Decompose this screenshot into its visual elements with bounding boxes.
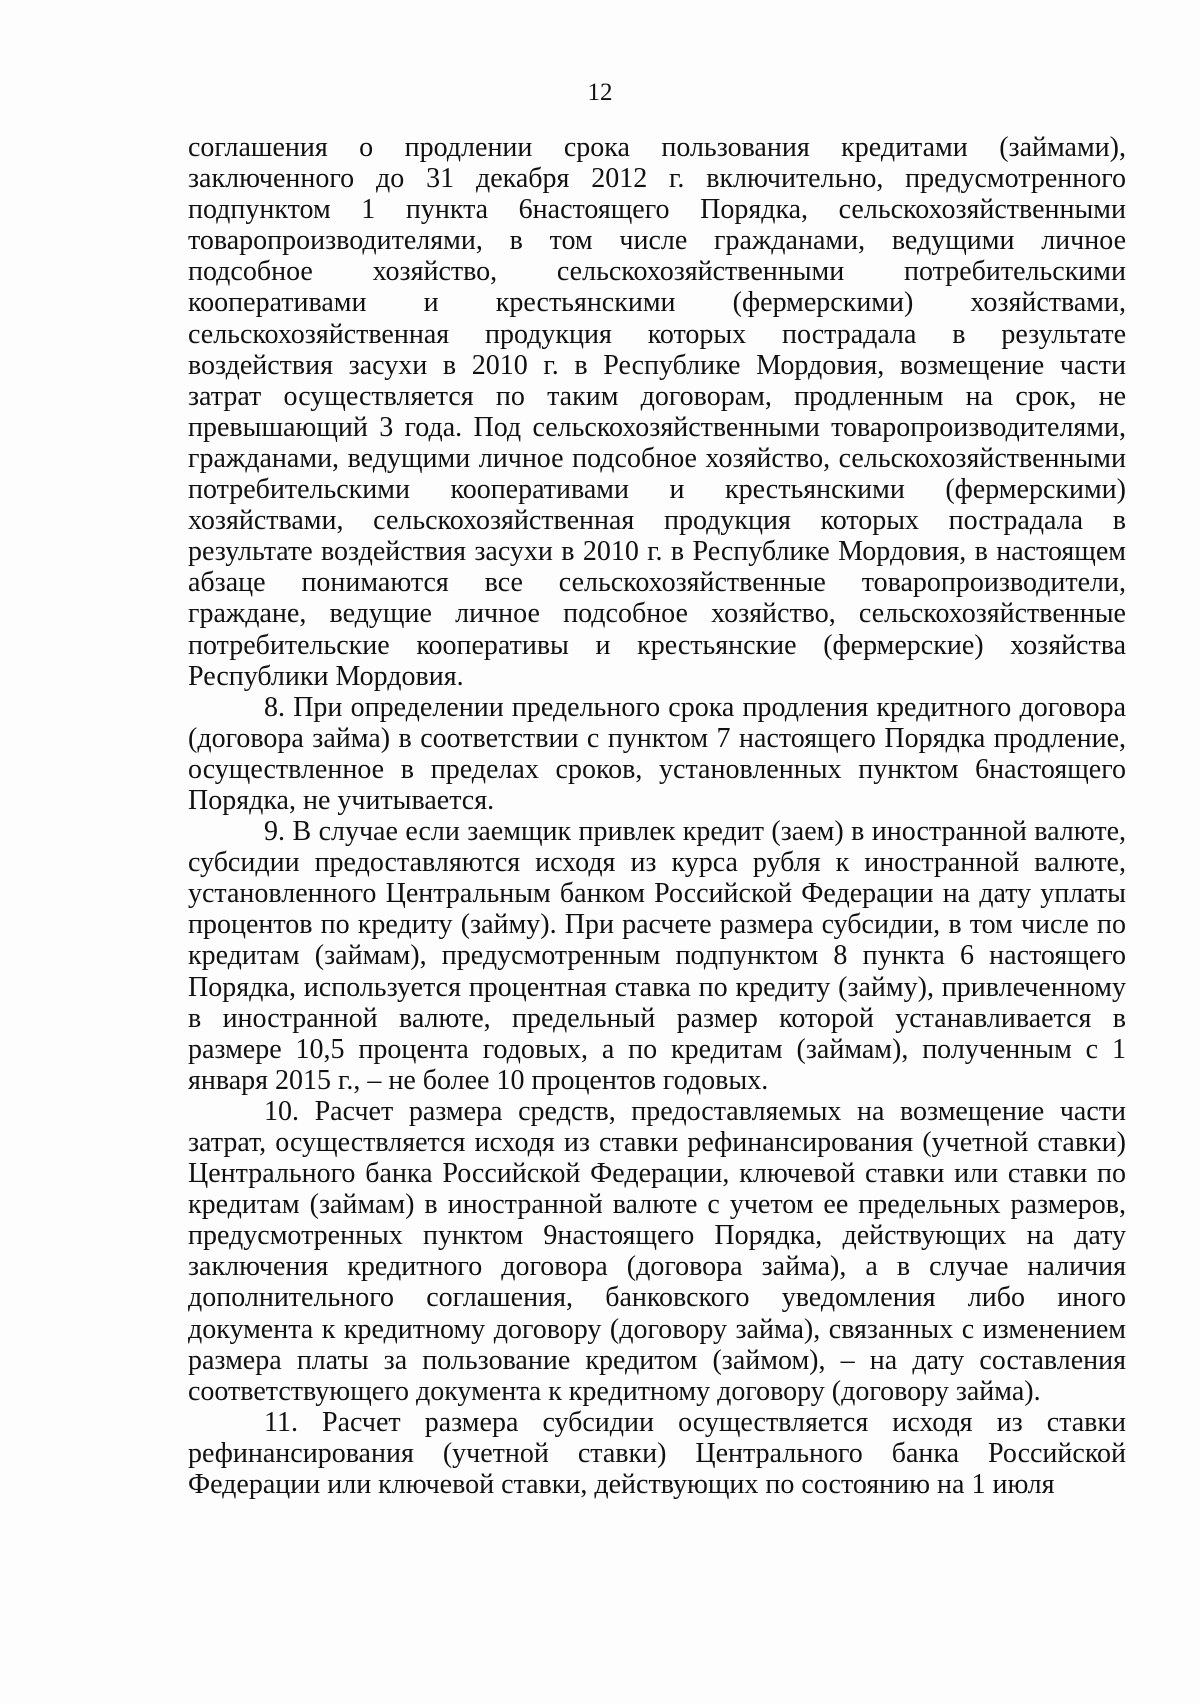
- paragraph-9: 9. В случае если заемщик привлек кредит (заем) в иностранной валюте, субсидии предоставляются исходя из курса рубля к иностранной валюте, установленного Центральным банком Российской Федерации на дату уплаты процентов по кредиту (займу). При расчете размера субсидии, в том числе по кредитам (займам), предусмотренным подпунктом 8 пункта 6 настоящего Порядка, используется процентная ставка по кредиту (займу), привлеченному в иностранной валюте, предельный размер которой устанавливается в размере 10,5 процента годовых, а по кредитам (займам), полученным с 1 января 2015 г., – не более 10 процентов годовых.: [188, 816, 1126, 1096]
- document-body: [188, 132, 1126, 1500]
- paragraph-10: 10. Расчет размера средств, предоставляемых на возмещение части затрат, осуществляется исходя из ставки рефинансирования (учетной ставки) Центрального банка Российской Федерации, ключевой ставки или ставки по кредитам (займам) в иностранной валюте с учетом ее предельных размеров, предусмотренных пунктом 9настоящего Порядка, действующих на дату заключения кредитного договора (договора займа), а в случае наличия дополнительного соглашения, банковского уведомления либо иного документа к кредитному договору (договору займа), связанных с изменением размера платы за пользование кредитом (займом), – на дату составления соответствующего документа к кредитному договору (договору займа).: [188, 1095, 1126, 1407]
- paragraph-11: 11. Расчет размера субсидии осуществляется исходя из ставки рефинансирования (учетной ставки) Центрального банка Российской Федерации или ключевой ставки, действующих по состоянию на 1 июля: [188, 1406, 1126, 1501]
- paragraph-7-continuation: соглашения о продлении срока пользования кредитами (займами), заключенного до 31 декабря 2012 г. включительно, предусмотренного подпунктом 1 пункта 6настоящего Порядка, сельскохозяйственными товаропроизводителями, в том числе гражданами, ведущими личное подсобное хозяйство, сельскохозяйственными потребительскими кооперативами и крестьянскими (фермерскими) хозяйствами, сельскохозяйственная продукция которых пострадала в результате воздействия засухи в 2010 г. в Республике Мордовия, возмещение части затрат осуществляется по таким договорам, продленным на срок, не превышающий 3 года. Под сельскохозяйственными товаропроизводителями, гражданами, ведущими личное подсобное хозяйство, сельскохозяйственными потребительскими кооперативами и крестьянскими (фермерскими) хозяйствами, сельскохозяйственная продукция которых пострадала в результате воздействия засухи в 2010 г. в Республике Мордовия, в настоящем абзаце понимаются все сельскохозяйственные товаропроизводители, граждане, ведущие личное подсобное хозяйство, сельскохозяйственные потребительские кооперативы и крестьянские (фермерские) хозяйства Республики Мордовия.: [188, 132, 1126, 692]
- page-number: 12: [587, 79, 613, 106]
- paragraph-8: 8. При определении предельного срока продления кредитного договора (договора займа) в соответствии с пунктом 7 настоящего Порядка продление, осуществленное в пределах сроков, установленных пунктом 6настоящего Порядка, не учитывается.: [188, 691, 1126, 816]
